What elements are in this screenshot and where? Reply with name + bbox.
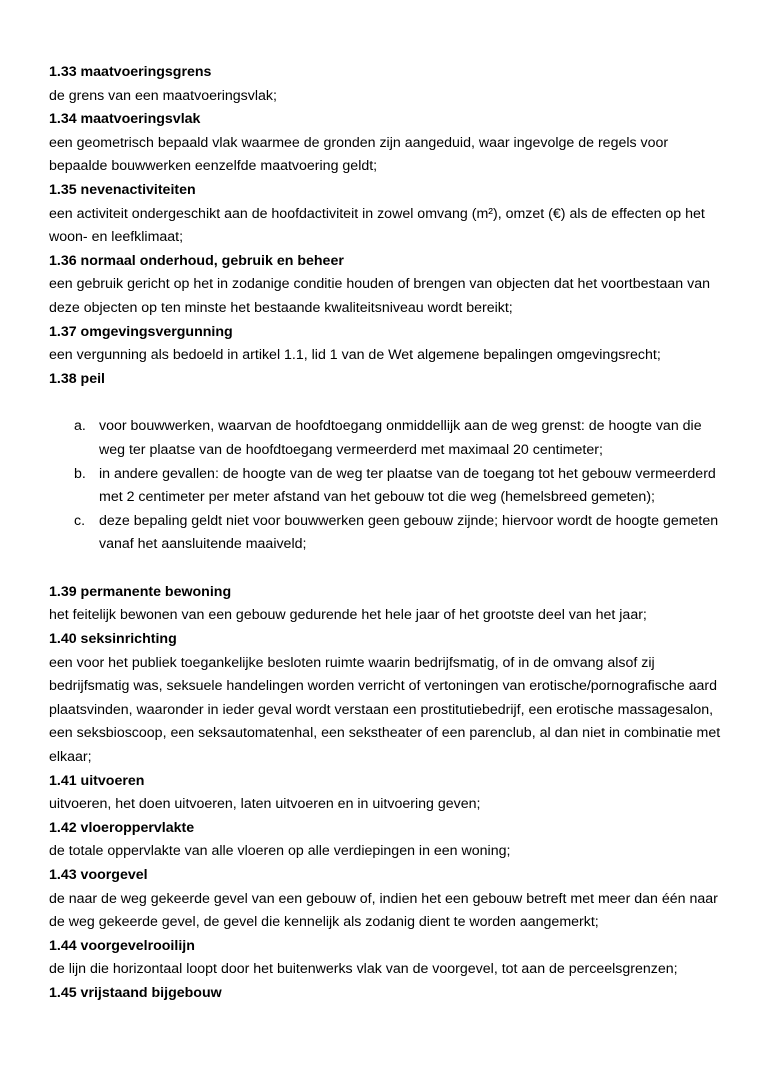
definition-1-42: [49, 817, 728, 864]
definition-1-36: [49, 250, 728, 321]
definition-1-43: [49, 864, 728, 935]
definition-text: een geometrisch bepaald vlak waarmee de gronden zijn aangeduid, waar ingevolge de regels voor bepaalde bouwwerken eenzelfde maatvoering geldt;: [49, 134, 669, 175]
definition-title: 1.34 maatvoeringsvlak: [49, 111, 201, 128]
list-item-text: deze bepaling geldt niet voor bouwwerken geen gebouw zijnde; hiervoor wordt de hoogte gemeten vanaf het aansluitende maaiveld;: [99, 512, 719, 553]
definition-1-39: [49, 581, 728, 628]
list-marker: b.: [74, 465, 86, 482]
list-item-text: voor bouwwerken, waarvan de hoofdtoegang onmiddellijk aan de weg grenst: de hoogte van die weg ter plaatse van de hoofdtoegang vermeerderd met maximaal 20 centimeter;: [99, 418, 702, 458]
peil-list: [49, 415, 728, 557]
definition-title: 1.40 seksinrichting: [49, 631, 177, 648]
definition-title: 1.39 permanente bewoning: [49, 583, 232, 600]
definition-1-37: [49, 321, 728, 368]
definition-title: 1.43 voorgevel: [49, 867, 148, 883]
list-marker: c.: [74, 512, 86, 529]
definition-text: uitvoeren, het doen uitvoeren, laten uitvoeren en in uitvoering geven;: [49, 796, 481, 813]
definition-title: 1.37 omgevingsvergunning: [49, 323, 233, 340]
list-item: [49, 510, 728, 557]
definition-title: 1.45 vrijstaand bijgebouw: [49, 984, 222, 1001]
definition-1-33: [49, 61, 728, 108]
definition-text: een activiteit ondergeschikt aan de hoofdactiviteit in zowel omvang (m²), omzet (€) als de effecten op het woon- en leefklimaat;: [49, 205, 705, 246]
definition-title: 1.36 normaal onderhoud, gebruik en beheer: [49, 252, 344, 269]
definition-text: een vergunning als bedoeld in artikel 1.1, lid 1 van de Wet algemene bepalingen omgevingsrecht;: [49, 347, 661, 364]
list-marker: a.: [74, 418, 86, 435]
definition-1-38: [49, 368, 728, 581]
definition-text: de lijn die horizontaal loopt door het buitenwerks vlak van de voorgevel, tot aan de perceelsgrenzen;: [49, 961, 678, 978]
definition-title: 1.41 uitvoeren: [49, 772, 145, 789]
definition-1-34: [49, 108, 728, 179]
definition-title: 1.33 maatvoeringsgrens: [49, 64, 212, 80]
definition-1-44: [49, 935, 728, 982]
list-item: [49, 463, 728, 510]
definition-title: 1.38 peil: [49, 370, 105, 387]
definition-title: 1.44 voorgevelrooilijn: [49, 937, 195, 954]
definition-1-35: [49, 179, 728, 250]
definition-title: 1.35 nevenactiviteiten: [49, 181, 196, 198]
definition-text: een gebruik gericht op het in zodanige conditie houden of brengen van objecten dat het voortbestaan van deze objecten op ten minste het bestaande kwaliteitsniveau wordt bereikt;: [49, 276, 710, 316]
definition-1-45: [49, 982, 728, 1006]
definition-text: de naar de weg gekeerde gevel van een gebouw of, indien het een gebouw betreft met meer dan één naar de weg gekeerde gevel, de gevel die kennelijk als zodanig dient te worden aangemerkt;: [49, 890, 718, 931]
definition-text: de grens van een maatvoeringsvlak;: [49, 87, 277, 104]
definition-text: het feitelijk bewonen van een gebouw gedurende het hele jaar of het grootste deel van het jaar;: [49, 607, 647, 624]
list-item-text: in andere gevallen: de hoogte van de weg ter plaatse van de toegang tot het gebouw vermeerderd met 2 centimeter per meter afstand van het gebouw tot die weg (hemelsbreed gemeten);: [99, 465, 716, 506]
list-item: [49, 415, 728, 462]
definition-text: een voor het publiek toegankelijke besloten ruimte waarin bedrijfsmatig, of in de omvang alsof zij bedrijfsmatig was, seksuele handelingen worden verricht of vertoningen van erotische/pornografische aard plaatsvinden, waaronder in ieder geval wordt verstaan een prostitutiebedrijf, een erotische massagesalon, een seksbioscoop, een seksautomatenhal, een sekstheater of een parenclub, al dan niet in combinatie met elkaar;: [49, 654, 721, 766]
definition-1-40: [49, 628, 728, 770]
definition-1-41: [49, 770, 728, 817]
definition-text: de totale oppervlakte van alle vloeren op alle verdiepingen in een woning;: [49, 843, 511, 860]
definition-title: 1.42 vloeroppervlakte: [49, 819, 195, 836]
